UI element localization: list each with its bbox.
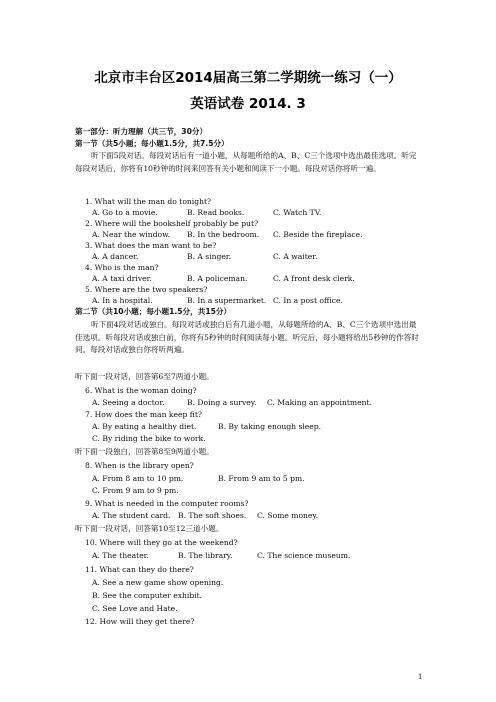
q1-option-a: A. Go to a movie. (92, 208, 158, 217)
section1-heading: 第一节（共5小题；每小题1.5分，共7.5分） (75, 139, 229, 148)
q9-option-a: A. The student card. (92, 511, 171, 520)
q8-option-a: A. From 8 am to 10 pm. (92, 474, 184, 483)
q11-option-a: A. See a new game show opening. (92, 578, 224, 587)
q3-option-a: A. A dancer. (92, 252, 139, 261)
exam-title: 北京市丰台区2014届高三第二学期统一练习（一） (94, 70, 402, 86)
q2-option-a: A. Near the window. (92, 230, 171, 239)
question-1: 1. What will the man do tonight? (85, 197, 212, 206)
q7-option-c: C. By riding the bike to work. (92, 434, 206, 443)
q1-option-b: B. Read books. (187, 208, 245, 217)
q8-option-b: B. From 9 am to 5 pm. (218, 474, 305, 483)
q9-option-c: C. Some money. (257, 511, 319, 520)
question-6: 6. What is the woman doing? (85, 386, 197, 395)
q11-option-c: C. See Love and Hate. (92, 604, 178, 613)
q7-option-a: A. By eating a healthy diet. (92, 422, 197, 431)
question-11: 11. What can they do there? (85, 565, 194, 574)
section2-heading: 第二节（共10小题；每小题1.5分，共15分） (75, 307, 232, 316)
question-12: 12. How will they get there? (85, 617, 195, 626)
section1-instructions: 听下面5段对话。每段对话后有一道小题，从每题所给的A、B、C三个选项中选出最佳选项。听完每段对话后，你将有10秒钟的时间来回答有关小题和阅读下一小题。每段对话你将听一遍。 (75, 151, 417, 173)
q10-option-b: B. The library. (178, 551, 233, 560)
q9-option-b: B. The soft shoes. (178, 511, 247, 520)
question-8: 8. When is the library open? (85, 461, 194, 470)
q11-option-b: B. See the computer exhibit. (92, 591, 203, 600)
question-9: 9. What is needed in the computer rooms? (85, 499, 249, 508)
q6-option-c: C. Making an appointment. (267, 398, 372, 407)
question-2: 2. Where will the bookshelf probably be put? (85, 219, 259, 228)
group2-intro: 听下面一段独白，回答第8至9两道小题。 (75, 447, 214, 456)
page-number: 1 (418, 673, 423, 681)
exam-subtitle: 英语试卷 2014. 3 (190, 96, 306, 112)
group1-intro: 听下面一段对话，回答第6至7两道小题。 (75, 372, 214, 381)
q4-option-a: A. A taxi driver. (92, 274, 152, 283)
q8-option-c: C. From 9 am to 9 pm. (92, 486, 179, 495)
q3-option-c: C. A waiter. (273, 252, 318, 261)
q2-option-b: B. In the bedroom. (187, 230, 260, 239)
q2-option-c: C. Beside the fireplace. (273, 230, 363, 239)
q3-option-b: B. A singer. (187, 252, 232, 261)
question-7: 7. How does the man keep fit? (85, 410, 202, 419)
question-3: 3. What does the man want to be? (85, 241, 217, 250)
section2-instructions: 听下面4段对话或独白。每段对话或独白后有几道小题，从每题所给的A、B、C三个选项中选出最佳选项。听每段对话或独白前，你将有5秒钟的时间阅读每小题。听完后，每小题将给出5秒钟的作答时间。每段对话或独白你将听两遍。 (75, 320, 419, 354)
q10-option-c: C. The science museum. (257, 551, 351, 560)
q5-option-a: A. In a hospital. (92, 296, 153, 305)
question-5: 5. Where are the two speakers? (85, 285, 208, 294)
q7-option-b: B. By taking enough sleep. (218, 422, 322, 431)
question-10: 10. Where will they go at the weekend? (85, 538, 238, 547)
q1-option-c: C. Watch TV. (273, 208, 322, 217)
part1-heading: 第一部分：听力理解（共三节，30分） (75, 127, 208, 136)
group3-intro: 听下面一段对话，回答第10至12三道小题。 (75, 524, 224, 533)
q6-option-a: A. Seeing a doctor. (92, 398, 165, 407)
q6-option-b: B. Doing a survey. (187, 398, 257, 407)
q5-option-b: B. In a supermarket. (187, 296, 267, 305)
q4-option-b: B. A policeman. (187, 274, 248, 283)
q10-option-a: A. The theater. (92, 551, 149, 560)
q4-option-c: C. A front desk clerk. (273, 274, 355, 283)
q5-option-c: C. In a post office. (273, 296, 343, 305)
question-4: 4. Who is the man? (85, 263, 159, 272)
